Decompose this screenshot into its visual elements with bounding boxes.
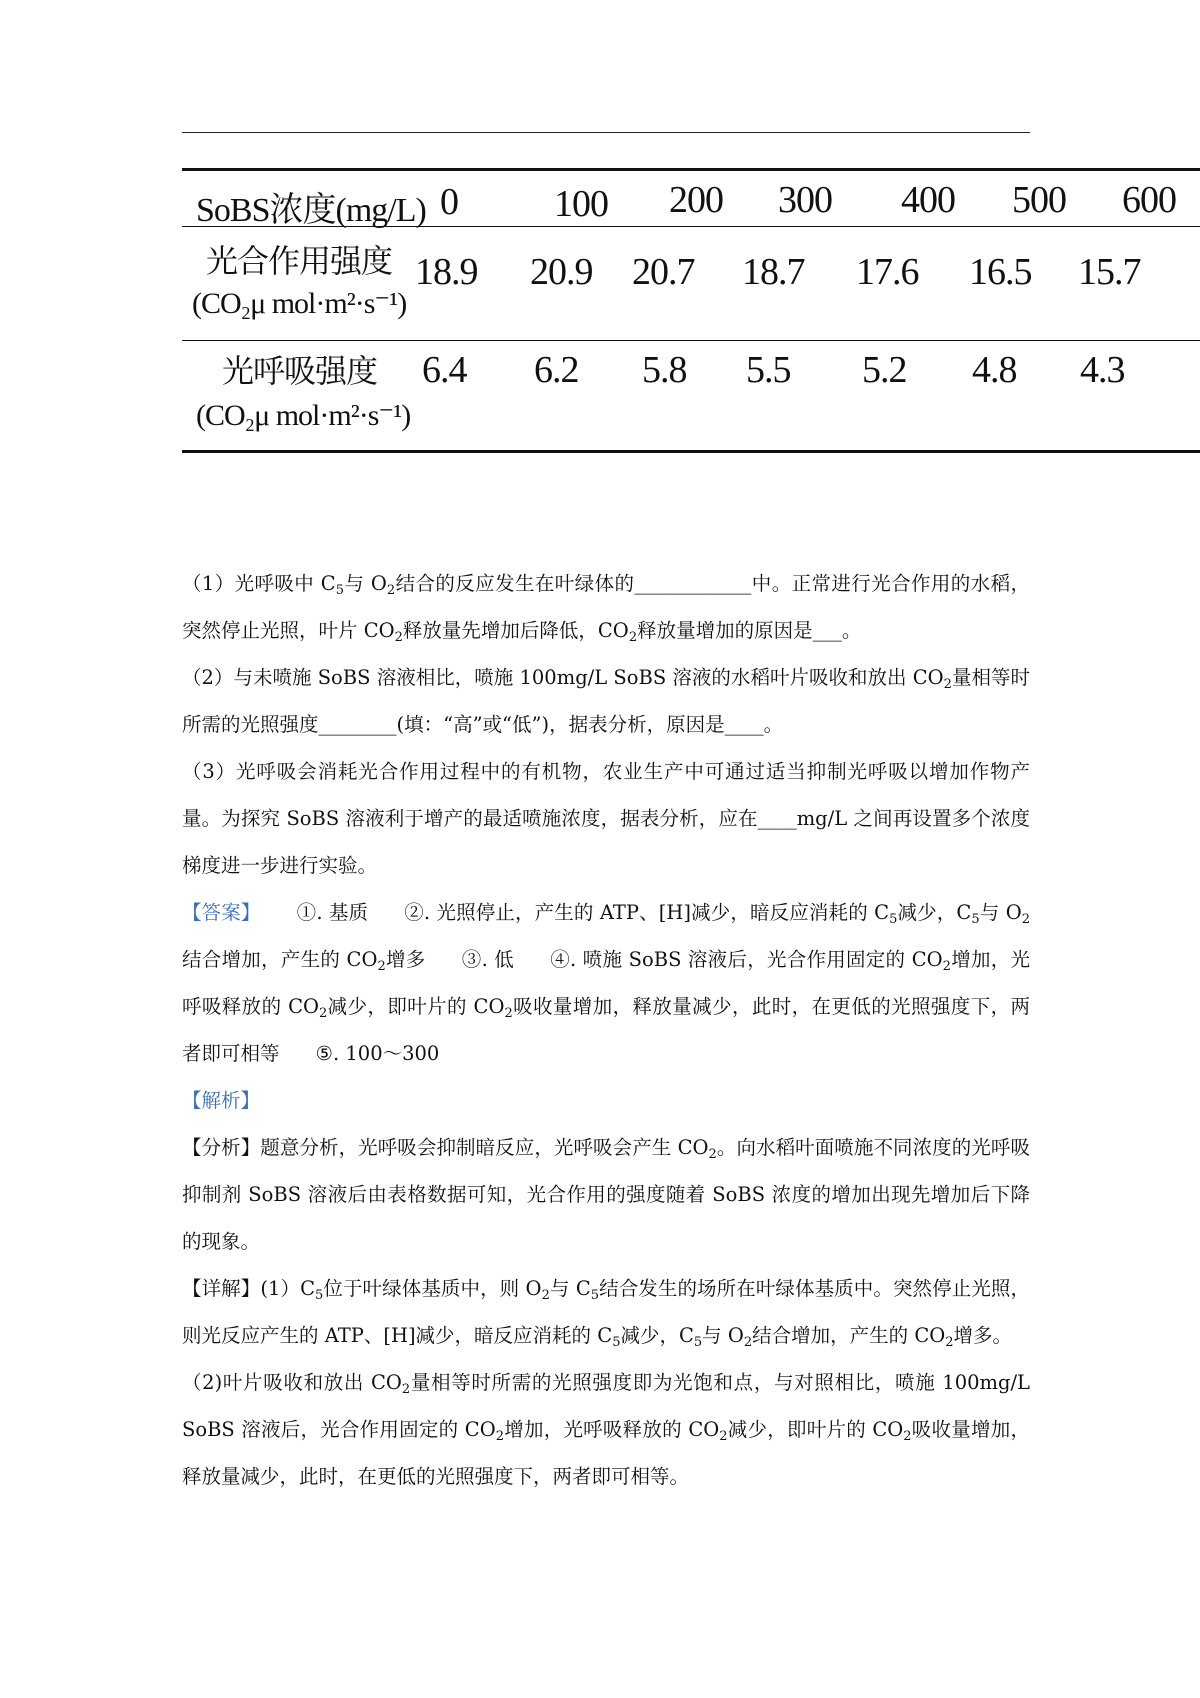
row2-unit: (CO₂μ mol·m²·s⁻¹)	[196, 399, 411, 432]
table-header-value: 500	[1012, 179, 1066, 221]
table-mid-rule	[182, 340, 1200, 341]
row2-value: 6.2	[534, 349, 579, 391]
row2-value: 5.5	[746, 349, 791, 391]
row2-value: 5.8	[642, 349, 687, 391]
row1-value: 20.9	[530, 251, 593, 293]
table-header-value: 400	[901, 179, 955, 221]
row1-value: 16.5	[969, 251, 1032, 293]
table-top-rule	[182, 168, 1200, 171]
table-header-value: 0	[440, 181, 458, 223]
answer-blank: ____________	[634, 572, 752, 595]
answer-blank: ____	[757, 807, 797, 830]
question-1: （1）光呼吸中 $C_5$与 $O_2$结合的反应发生在叶绿体的____________中。正常进行光合作用的水稻，突然停止光照，叶片 $CO_2$释放量先增加后降低，$CO_2$释放量增加的原因是___。	[182, 572, 1030, 645]
table-mid-rule	[182, 226, 1200, 227]
top-rule	[182, 132, 1030, 133]
table-header-value: 100	[554, 183, 608, 225]
row2-value: 4.8	[972, 349, 1017, 391]
row1-value: 18.7	[742, 251, 805, 293]
detail-paragraph-1: 【详解】$(1)C_5$位于叶绿体基质中，则 $O_2$与 $C_5$结合发生的场所在叶绿体基质中。突然停止光照，则光反应产生的 ATP、[H]减少，暗反应消耗的 $C_5$减少，$C_5$与 $O_2$结合增加，产生的 $CO_2$增多。	[182, 1277, 1030, 1350]
answer-blank: ___	[812, 619, 842, 642]
row2-value: 5.2	[862, 349, 907, 391]
row2-value: 4.3	[1080, 349, 1125, 391]
table-header-label: SoBS浓度(mg/L)	[196, 192, 426, 229]
answer-blank: ________	[318, 713, 397, 736]
answer-blank: ____	[724, 713, 764, 736]
row1-value: 15.7	[1078, 251, 1141, 293]
answer-tag: 【答案】	[182, 901, 261, 924]
analysis-paragraph: 【分析】题意分析，光呼吸会抑制暗反应，光呼吸会产生 $CO_2$。向水稻叶面喷施不同浓度的光呼吸抑制剂 SoBS 溶液后由表格数据可知，光合作用的强度随着 SoBS 浓度的增加出现先增加后下降的现象。	[182, 1136, 1030, 1253]
row2-label: 光呼吸强度	[222, 353, 378, 389]
table-header-value: 300	[778, 179, 832, 221]
question-2: （2）与未喷施 SoBS 溶液相比，喷施 100mg/L SoBS 溶液的水稻叶片吸收和放出 $CO_2$量相等时所需的光照强度________(填：“高”或“低”)，据表分析，原因是____。	[182, 666, 1030, 736]
row1-unit: (CO₂μ mol·m²·s⁻¹)	[192, 287, 407, 320]
table-header-value: 600	[1122, 179, 1176, 221]
detail-paragraph-2: （2)叶片吸收和放出 $CO_2$量相等时所需的光照强度即为光饱和点，与对照相比，喷施 100mg/L SoBS 溶液后，光合作用固定的 $CO_2$增加，光呼吸释放的 $CO_2$减少，即叶片的 $CO_2$吸收量增加，释放量减少，此时，在更低的光照强度下，两者即可相等。	[182, 1371, 1030, 1488]
row1-value: 18.9	[415, 251, 478, 293]
table-header-value: 200	[669, 179, 723, 221]
row2-value: 6.4	[422, 349, 467, 391]
answer-section: 【答案】 ①. 基质 ②. 光照停止，产生的 ATP、[H]减少，暗反应消耗的 $C_5$减少，$C_5$与 $O_2$结合增加，产生的 $CO_2$增多 ③. 低 ④. 喷施 SoBS 溶液后，光合作用固定的 $CO_2$增加，光呼吸释放的 $CO_2$减少，即叶片的 $CO_2$吸收量增加，释放量减少，此时，在更低的光照强度下，两者即可相等 ⑤. 100～300	[182, 901, 1030, 1065]
row1-value: 20.7	[632, 251, 695, 293]
document-body	[182, 560, 1030, 1500]
question-3: （3）光呼吸会消耗光合作用过程中的有机物，农业生产中可通过适当抑制光呼吸以增加作物产量。为探究 SoBS 溶液利于增产的最适喷施浓度，据表分析，应在____mg/L 之间再设置多个浓度梯度进一步进行实验。	[182, 760, 1030, 877]
analysis-heading: 【解析】	[182, 1089, 261, 1112]
row1-value: 17.6	[856, 251, 919, 293]
row1-label: 光合作用强度	[206, 243, 393, 279]
table-bottom-rule	[182, 450, 1200, 453]
